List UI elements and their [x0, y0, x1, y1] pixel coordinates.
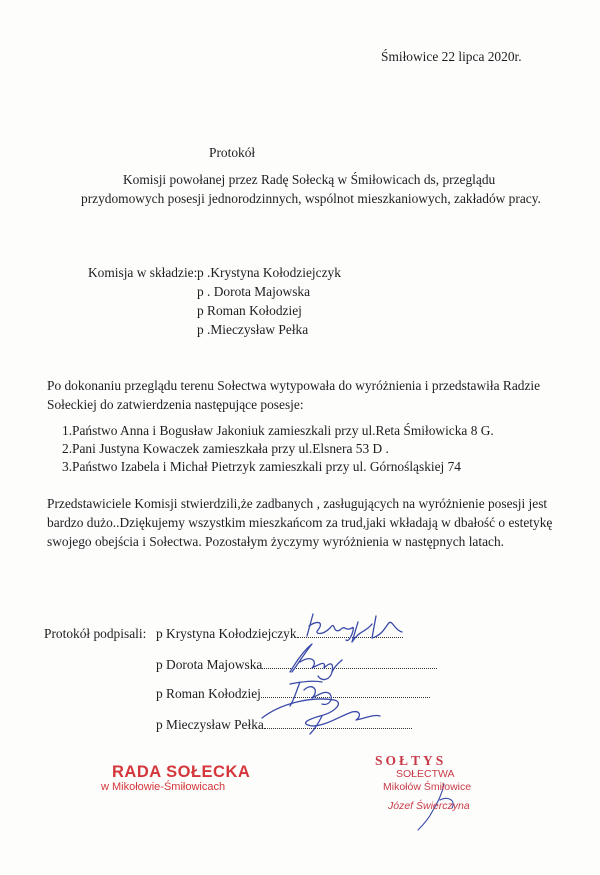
signatory-name: p Mieczysław Pełka [156, 717, 264, 732]
signatory-name: p Roman Kołodziej [156, 686, 261, 701]
property-item: 1.Państwo Anna i Bogusław Jakoniuk zamieszkali przy ul.Reta Śmiłowicka 8 G. [62, 423, 494, 438]
signatures-label: Protokół podpisali: [44, 626, 147, 641]
stamp-soltys-title: SOŁTYS [375, 753, 447, 768]
intro-line-1: Po dokonaniu przeglądu terenu Sołectwa wytypowała do wyróżnienia i przedstawiła Radzie [47, 378, 541, 393]
document-title: Protokół [209, 145, 256, 160]
document-date: Śmiłowice 22 lipca 2020r. [381, 49, 522, 64]
statement-line-1: Przedstawiciele Komisji stwierdzili,że zadbanych , zasługujących na wyróżnienie posesji jest [47, 496, 548, 511]
property-item: 2.Pani Justyna Kowaczek zamieszkała przy ul.Elsnera 53 D . [62, 441, 389, 456]
statement-line-2: bardzo dużo..Dziękujemy wszystkim mieszkańcom za trud,jaki wkładają w dbałość o estetykę [47, 515, 553, 530]
signatory-name: p Krystyna Kołodziejczyk [156, 626, 297, 641]
intro-line-2: Sołeckiej do zatwierdzenia następujące posesje: [47, 397, 304, 412]
commission-member: p Roman Kołodziej [197, 303, 302, 318]
stamp-soltys-line-3: Mikołów Śmiłowice [383, 781, 472, 793]
commission-member: p .Krystyna Kołodziejczyk [197, 265, 341, 280]
stamp-rada-solecka-sub: w Mikołowie-Śmiłowicach [101, 781, 226, 793]
document-subtitle-line-2: przydomowych posesji jednorodzinnych, wspólnot mieszkaniowych, zakładów pracy. [81, 191, 541, 206]
statement-line-3: swojego obejścia i Sołectwa. Pozostałym życzymy wyróżnienia w następnych latach. [47, 534, 505, 549]
stamp-soltys-line-2: SOŁECTWA [396, 768, 455, 780]
property-item: 3.Państwo Izabela i Michał Pietrzyk zamieszkali przy ul. Górnośląskiej 74 [62, 459, 462, 474]
document-subtitle-line-1: Komisji powołanej przez Radę Sołecką w Śmiłowicach ds, przeglądu [123, 172, 496, 187]
signature-2-scribble [290, 644, 342, 679]
commission-member: p . Dorota Majowska [197, 284, 311, 299]
commission-label: Komisja w składzie: [88, 265, 198, 280]
signature-1-scribble [307, 614, 402, 642]
signatory-name: p Dorota Majowska [156, 657, 263, 672]
signature-4-scribble [262, 699, 380, 734]
stamp-soltys-name: Józef Świerczyna [388, 800, 470, 812]
commission-member: p .Mieczysław Pełka [197, 322, 309, 337]
stamp-rada-solecka-title: RADA SOŁECKA [112, 763, 251, 781]
